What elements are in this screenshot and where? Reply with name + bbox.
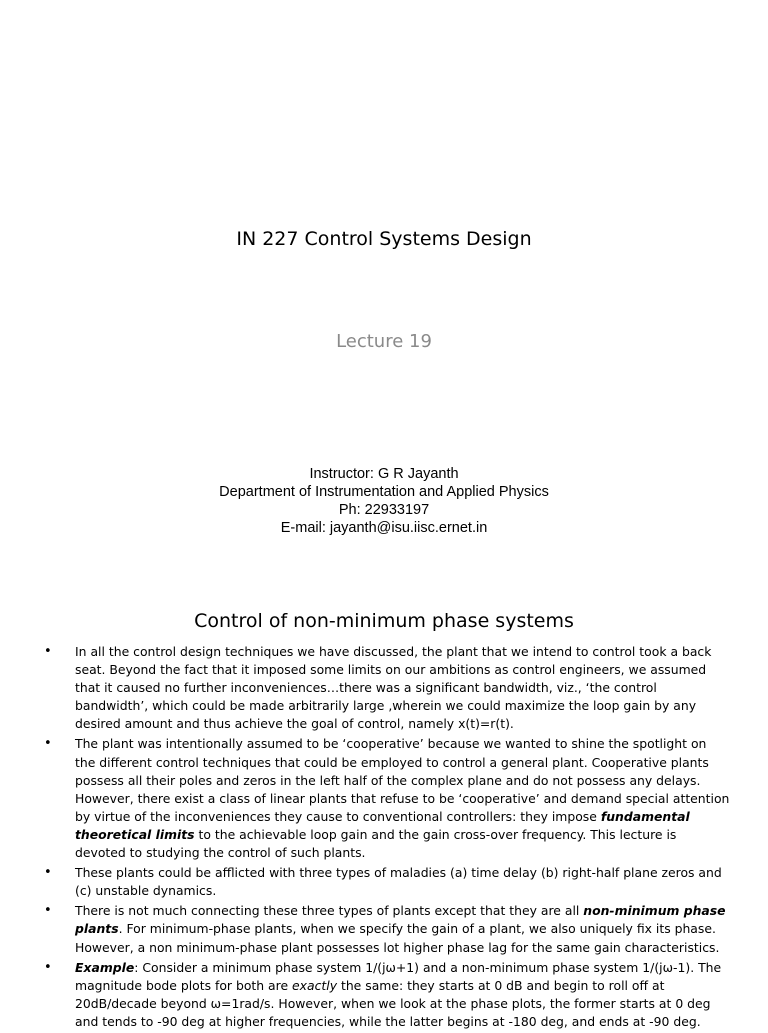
bullet-item bbox=[44, 902, 730, 956]
bullet-text: fundamental theoretical limits bbox=[75, 808, 690, 842]
lecture-subtitle: Lecture 19 bbox=[336, 331, 432, 352]
bullet-dot-icon: • bbox=[44, 736, 52, 752]
department: Department of Instrumentation and Applied Physics bbox=[219, 484, 549, 500]
bullet-list bbox=[44, 643, 730, 1033]
bullet-dot-icon: • bbox=[44, 903, 52, 919]
bullet-dot-icon: • bbox=[44, 644, 52, 659]
bullet-text: the same: they starts at 0 dB and begin to roll off at 20dB/decade beyond ω=1rad/s. However, when we look at the phase plots, the former starts at 0 deg and tends to -90 deg at higher frequencies, while the latter begins at -180 deg, and ends at -90 deg. bbox=[75, 977, 711, 1029]
instructor-name: Instructor: G R Jayanth bbox=[309, 466, 459, 482]
bullet-text: exactly bbox=[292, 977, 338, 993]
phone: Ph: 22933197 bbox=[338, 502, 430, 518]
bullet-text: In all the control design techniques we have discussed, the plant that we intend to control took a back seat. Beyond the fact that it imposed some limits on our ambitions as control engineers, we assumed that it caused no further inconveniences…there was a significant bandwidth, viz., ‘the control bandwidth’, which could be made arbitrarily large ,wherein we could maximize the loop gain by any desired amount and thus achieve the goal of control, namely x(t)=r(t). bbox=[75, 644, 712, 732]
bullet-dot-icon: • bbox=[44, 865, 52, 881]
bullet-dot-icon: • bbox=[44, 959, 52, 975]
bullet-text: The plant was intentionally assumed to be ‘cooperative’ because we wanted to shine the spotlight on the different control techniques that could be employed to control a general plant. Cooperative plants possess all their poles and zeros in the left half of the complex plane and do not possess any delays. However, there exist a class of linear plants that refuse to be ‘cooperative’ and demand special attention by virtue of the inconveniences they cause to conventional controllers: they impose bbox=[75, 736, 730, 824]
section-title: Control of non-minimum phase systems bbox=[194, 610, 574, 632]
bullet-item bbox=[44, 959, 730, 1031]
bullet-text: : Consider a minimum phase system 1/(jω+1) and a non-minimum phase system 1/(jω-1). The magnitude bode plots for both are bbox=[75, 959, 722, 993]
bullet-item bbox=[44, 735, 730, 862]
bullet-text: non-minimum phase plants bbox=[75, 903, 726, 937]
bullet-item bbox=[44, 643, 730, 733]
bullet-text: There is not much connecting these three types of plants except that they are all bbox=[75, 903, 584, 919]
bullet-text: to the achievable loop gain and the gain cross-over frequency. This lecture is devoted to studying the control of such plants. bbox=[75, 826, 677, 861]
instructor-block bbox=[0, 465, 768, 537]
bullet-item bbox=[44, 864, 730, 900]
email: E-mail: jayanth@isu.iisc.ernet.in bbox=[280, 520, 488, 536]
bullet-text: . For minimum-phase plants, when we specify the gain of a plant, we also uniquely fix its phase. However, a non minimum-phase plant possesses lot higher phase lag for the same gain characteristics. bbox=[75, 921, 720, 955]
bullet-text: Example bbox=[75, 959, 135, 975]
bullet-text: These plants could be afflicted with three types of maladies (a) time delay (b) right-half plane zeros and (c) unstable dynamics. bbox=[75, 865, 722, 899]
slide-title: IN 227 Control Systems Design bbox=[236, 228, 532, 250]
